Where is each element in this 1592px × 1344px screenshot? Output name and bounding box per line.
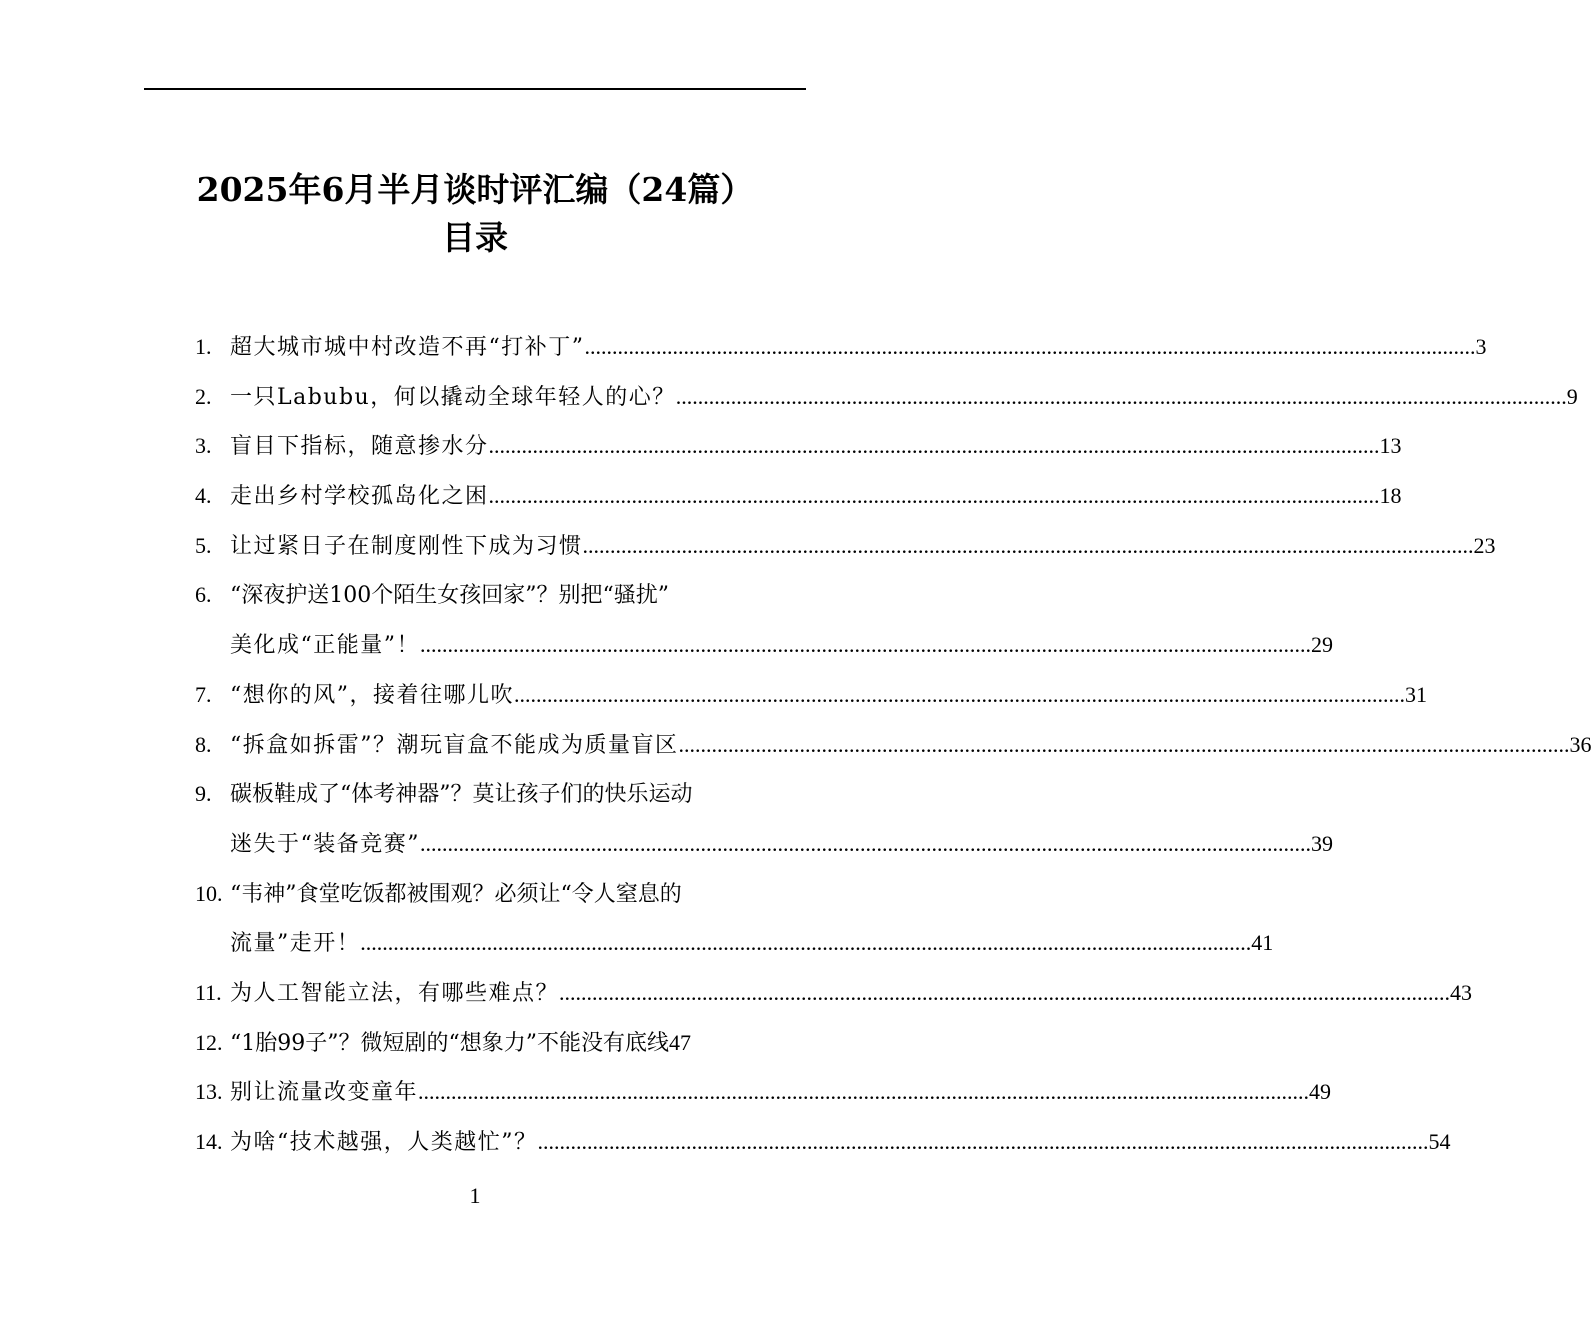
toc-entry-1[interactable]: [195, 322, 1487, 372]
toc-entry-9-continued[interactable]: [195, 819, 1333, 869]
toc-dot-leader: [676, 372, 1567, 422]
toc-entry-title[interactable]: 为人工智能立法，有哪些难点？: [230, 980, 560, 1006]
toc-entry-number: 11.: [195, 979, 222, 1005]
toc-entry-page: 43: [1450, 979, 1473, 1005]
toc-dot-leader: [489, 471, 1380, 521]
toc-entry-title[interactable]: “深夜护送100个陌生女孩回家”？别把“骚扰”: [230, 583, 669, 609]
toc-entry-title[interactable]: “韦神”食堂吃饭都被围观？必须让“令人窒息的: [230, 881, 682, 907]
toc-entry-number: 14.: [195, 1129, 223, 1154]
toc-entry-page: 39: [1311, 830, 1333, 856]
toc-entry-number: 12.: [195, 1029, 223, 1055]
toc-entry-number: 9.: [195, 781, 212, 807]
toc-entry-page: 41: [1251, 930, 1274, 956]
toc-dot-leader: [559, 968, 1450, 1018]
toc-dot-leader: [489, 421, 1380, 471]
toc-entry-10[interactable]: [195, 869, 806, 919]
toc-entry-2[interactable]: [195, 372, 1578, 422]
toc-entry-title[interactable]: 让过紧日子在制度刚性下成为习惯: [230, 533, 583, 559]
toc-entry-10-continued[interactable]: [195, 918, 1274, 968]
page-number: 1: [469, 1183, 481, 1208]
toc-entry-title[interactable]: “拆盒如拆雷”？潮玩盲盒不能成为质量盲区: [230, 732, 679, 758]
toc-entry-number: 1.: [195, 334, 212, 359]
toc-entry-number: 4.: [195, 483, 212, 509]
toc-entry-page: 29: [1311, 632, 1333, 658]
toc-entry-number: 8.: [195, 731, 212, 757]
toc-entry-title-continued[interactable]: 迷失于“装备竞赛”: [230, 831, 420, 857]
toc-heading: 目录: [442, 218, 508, 257]
toc-entry-3[interactable]: [195, 421, 1402, 471]
toc-entry-title[interactable]: 超大城市城中村改造不再“打补丁”: [230, 335, 585, 360]
toc-dot-leader: [418, 1067, 1309, 1117]
toc-entry-page: 18: [1379, 483, 1402, 509]
toc-dot-leader: [360, 918, 1251, 968]
table-of-contents: [195, 322, 1592, 1167]
toc-entry-page: 9: [1566, 383, 1578, 409]
toc-dot-leader: [583, 521, 1474, 571]
toc-entry-page: 54: [1428, 1129, 1451, 1154]
toc-entry-page: 49: [1309, 1079, 1332, 1105]
toc-entry-title[interactable]: 别让流量改变童年: [230, 1080, 419, 1106]
toc-entry-number: 10.: [195, 880, 223, 906]
toc-entry-14[interactable]: [195, 1117, 1451, 1167]
toc-entry-title[interactable]: 碳板鞋成了“体考神器”？莫让孩子们的快乐运动: [230, 782, 693, 808]
toc-dot-leader: [420, 620, 1311, 670]
toc-entry-13[interactable]: [195, 1067, 1332, 1117]
toc-entry-title-continued[interactable]: 美化成“正能量”！: [230, 633, 420, 659]
toc-dot-leader: [514, 670, 1405, 720]
toc-dot-leader: [585, 322, 1476, 372]
toc-entry-page: 31: [1405, 681, 1427, 707]
toc-entry-title[interactable]: 盲目下指标，随意掺水分: [230, 434, 489, 460]
toc-entry-title-continued[interactable]: 流量”走开！: [230, 931, 361, 957]
toc-entry-number: 5.: [195, 532, 212, 558]
toc-entry-title[interactable]: 走出乡村学校孤岛化之困: [230, 484, 489, 510]
toc-entry-page: 36: [1569, 731, 1592, 757]
toc-entry-5[interactable]: [195, 521, 1496, 571]
toc-dot-leader: [420, 819, 1311, 869]
toc-entry-title[interactable]: “想你的风”，接着往哪儿吹: [230, 682, 514, 708]
toc-dot-leader: [679, 720, 1570, 770]
toc-entry-number: 2.: [195, 383, 212, 409]
toc-entry-6-continued[interactable]: [195, 620, 1333, 670]
toc-entry-12[interactable]: [195, 1018, 806, 1068]
toc-entry-number: 7.: [195, 681, 212, 707]
toc-entry-page: 13: [1379, 433, 1402, 459]
toc-entry-11[interactable]: [195, 968, 1473, 1018]
toc-entry-title[interactable]: “1胎99子”？微短剧的“想象力”不能没有底线: [230, 1030, 669, 1056]
document-title: 2025年6月半月谈时评汇编（24篇）: [196, 170, 754, 209]
toc-entry-9[interactable]: [195, 769, 806, 819]
toc-entry-number: 13.: [195, 1079, 223, 1105]
toc-entry-8[interactable]: [195, 720, 1592, 770]
toc-entry-4[interactable]: [195, 471, 1402, 521]
toc-entry-7[interactable]: [195, 670, 1427, 720]
toc-entry-6[interactable]: [195, 570, 806, 620]
toc-dot-leader: [538, 1117, 1429, 1167]
toc-entry-title[interactable]: 一只Labubu，何以撬动全球年轻人的心？: [230, 384, 676, 410]
toc-entry-title[interactable]: 为啥“技术越强，人类越忙”？: [230, 1130, 538, 1155]
toc-entry-number: 3.: [195, 433, 212, 459]
header-rule: [144, 88, 806, 90]
toc-entry-page: 23: [1473, 532, 1496, 558]
toc-entry-page: 47: [668, 1029, 691, 1055]
toc-entry-page: 3: [1475, 334, 1487, 359]
toc-entry-number: 6.: [195, 582, 212, 608]
